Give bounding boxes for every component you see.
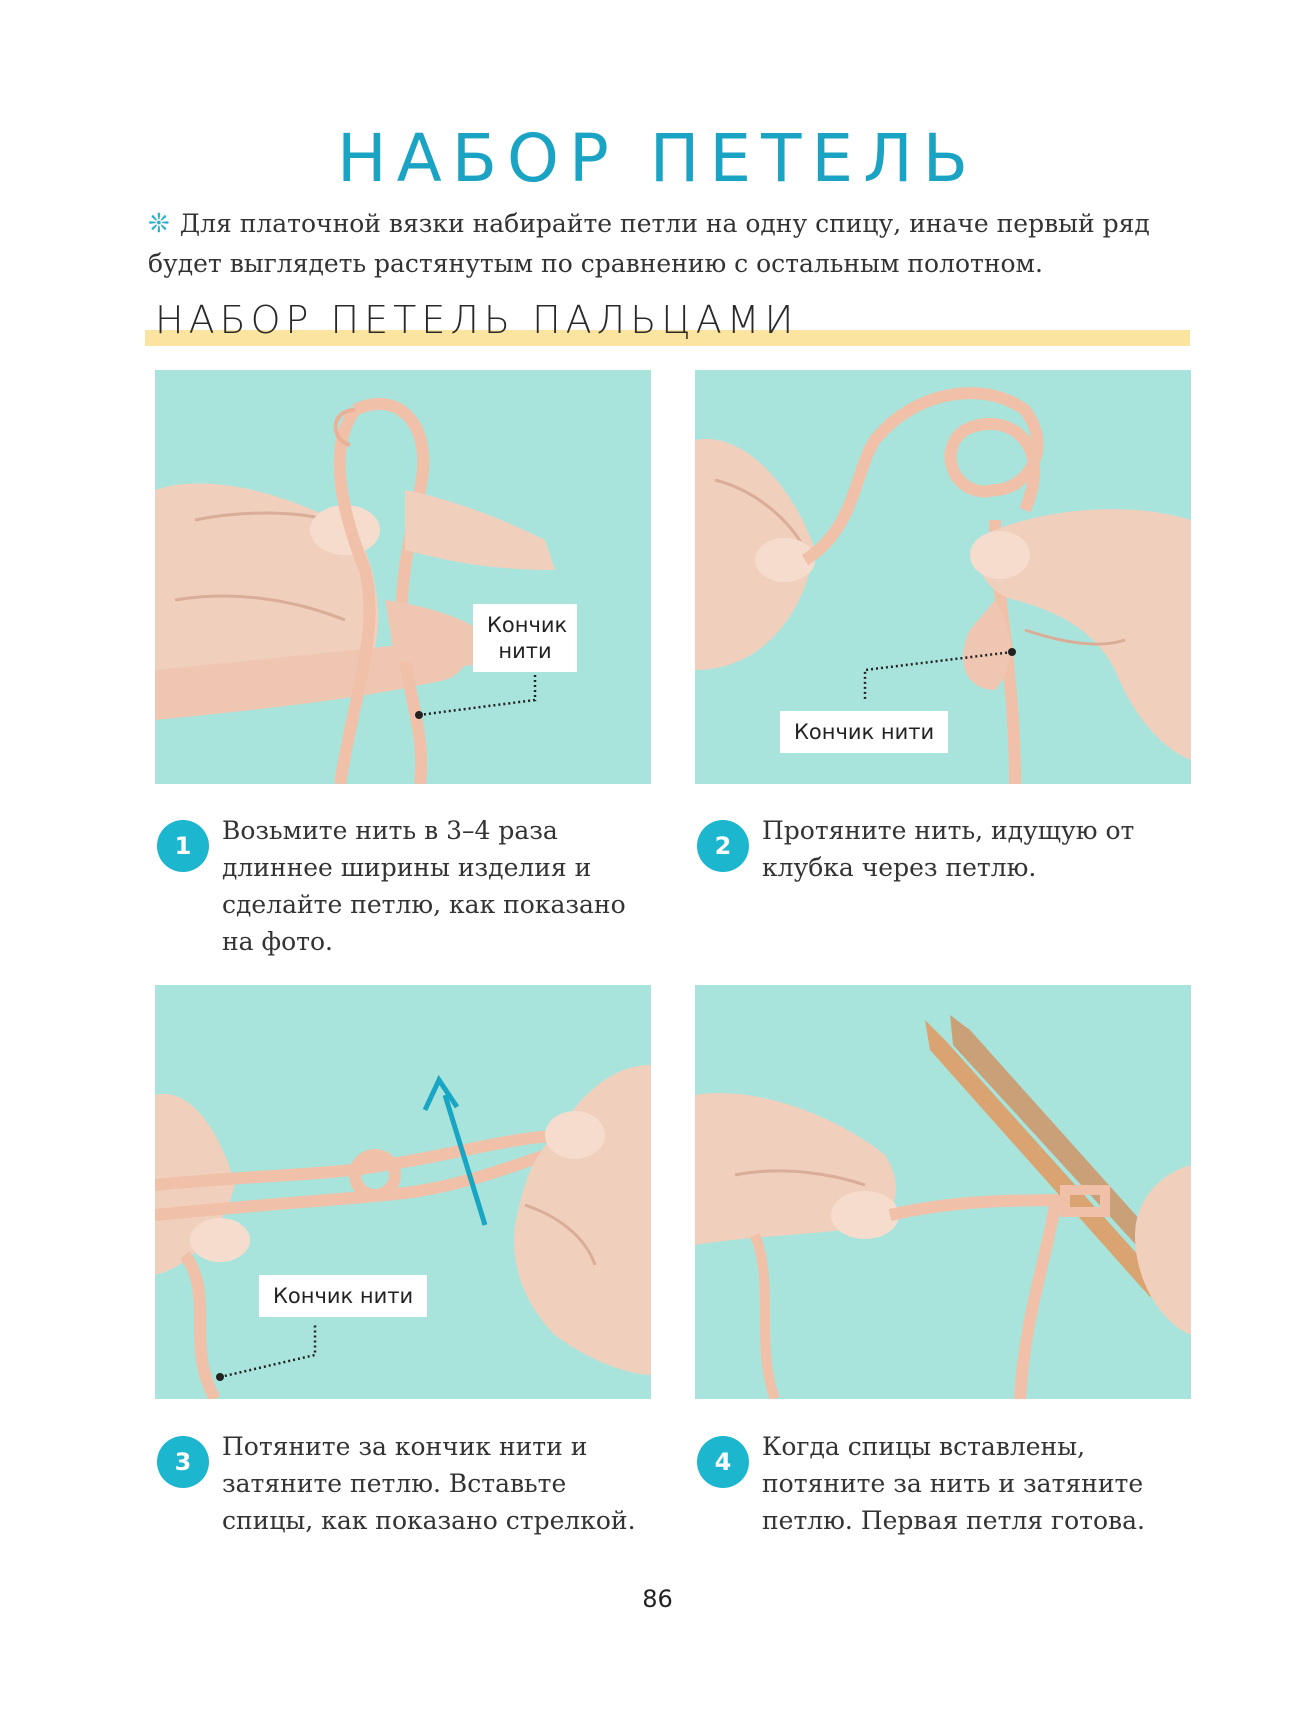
step-text: Потяните за кончик нити и затяните петлю. Вставьте спицы, как показано стрелкой. (222, 1432, 636, 1535)
callout-line-1: Кончик (487, 613, 568, 637)
step-number-badge: 1 (157, 820, 209, 872)
subheading: НАБОР ПЕТЕЛЬ ПАЛЬЦАМИ (155, 298, 799, 342)
callout-line-2: нити (498, 639, 552, 663)
callout-label (473, 604, 577, 672)
hands-needles-loop-illustration (695, 985, 1191, 1399)
step-text: Протяните нить, идущую от клубка через петлю. (762, 816, 1135, 882)
step-number-badge: 3 (157, 1436, 209, 1488)
step-4-photo (695, 985, 1191, 1399)
step-3 (157, 1428, 647, 1538)
intro-paragraph (148, 204, 1188, 284)
intro-text: Для платочной вязки набирайте петли на одну спицу, иначе первый ряд будет выглядеть растянутым по сравнению с остальным полотном. (148, 209, 1150, 278)
step-2 (697, 812, 1187, 892)
step-number-badge: 4 (697, 1436, 749, 1488)
snowflake-icon: ❊ (148, 209, 170, 239)
hands-yarn-loop-illustration (155, 370, 651, 784)
step-2-photo (695, 370, 1191, 784)
step-1-photo (155, 370, 651, 784)
subheading-block (145, 298, 1190, 350)
page-number: 86 (642, 1585, 673, 1613)
page-title: НАБОР ПЕТЕЛЬ (336, 120, 979, 197)
step-number-badge: 2 (697, 820, 749, 872)
step-text: Возьмите нить в 3–4 раза длиннее ширины изделия и сделайте петлю, как показано на фото. (222, 816, 626, 956)
step-1 (157, 812, 647, 956)
callout-label: Кончик нити (259, 1275, 427, 1317)
hands-tighten-loop-illustration (155, 985, 651, 1399)
step-4 (697, 1428, 1187, 1538)
step-text: Когда спицы вставлены, потяните за нить и затяните петлю. Первая петля готова. (762, 1432, 1145, 1535)
callout-label: Кончик нити (780, 711, 948, 753)
step-3-photo (155, 985, 651, 1399)
